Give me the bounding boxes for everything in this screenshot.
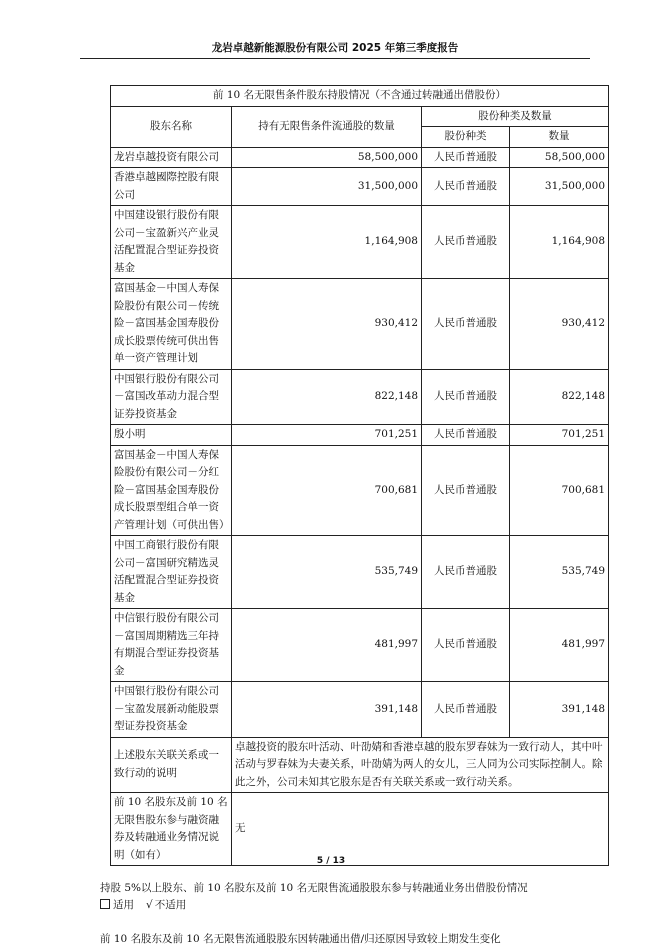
unrestricted-shares-cell: 700,681 xyxy=(232,445,422,536)
table-row xyxy=(111,445,609,536)
header-row-1 xyxy=(111,106,609,127)
unrestricted-shares-cell: 1,164,908 xyxy=(232,206,422,279)
holder-name-cell: 龙岩卓越投资有限公司 xyxy=(111,147,232,168)
table-row xyxy=(111,147,609,168)
change-section-title: 前 10 名股东及前 10 名无限售流通股股东因转融通出借/归还原因导致较上期发生变化 xyxy=(100,933,501,945)
unrestricted-shares-cell: 58,500,000 xyxy=(232,147,422,168)
holder-name-cell: 中信银行股份有限公司－富国周期精选三年持有期混合型证券投资基金 xyxy=(111,609,232,682)
share-class-cell: 人民币普通股 xyxy=(422,536,510,609)
share-class-cell: 人民币普通股 xyxy=(422,147,510,168)
holder-name-header: 股东名称 xyxy=(111,106,232,147)
report-header: 龙岩卓越新能源股份有限公司 2025 年第三季度报告 xyxy=(211,42,459,54)
applicable-option: 适用 xyxy=(113,899,134,911)
table-caption-row xyxy=(111,86,609,107)
quantity-cell: 822,148 xyxy=(510,369,609,425)
lending-section xyxy=(100,880,528,914)
unrestricted-shares-cell: 822,148 xyxy=(232,369,422,425)
share-class-header: 股份种类 xyxy=(422,127,510,148)
unrestricted-shares-cell: 31,500,000 xyxy=(232,168,422,206)
quantity-cell: 31,500,000 xyxy=(510,168,609,206)
holder-name-cell: 殷小明 xyxy=(111,425,232,446)
applicability-options xyxy=(100,897,528,914)
lending-section-title: 持股 5%以上股东、前 10 名股东及前 10 名无限售流通股股东参与转融通业务出借股份情况 xyxy=(100,882,528,894)
holder-name-cell: 富国基金－中国人寿保险股份有限公司－传统险－富国基金国寿股份成长股票传统可供出售单一资产管理计划 xyxy=(111,279,232,370)
margin-financing-row xyxy=(111,793,609,866)
quantity-cell: 700,681 xyxy=(510,445,609,536)
checkmark-icon: √ xyxy=(146,899,153,911)
table-row xyxy=(111,425,609,446)
holder-name-cell: 中国银行股份有限公司－宝盈发展新动能股票型证券投资基金 xyxy=(111,682,232,738)
table-row xyxy=(111,682,609,738)
share-class-cell: 人民币普通股 xyxy=(422,609,510,682)
table-row xyxy=(111,609,609,682)
quantity-cell: 535,749 xyxy=(510,536,609,609)
share-class-cell: 人民币普通股 xyxy=(422,682,510,738)
table-row xyxy=(111,369,609,425)
unrestricted-shares-cell: 535,749 xyxy=(232,536,422,609)
unrestricted-shares-cell: 701,251 xyxy=(232,425,422,446)
quantity-cell: 58,500,000 xyxy=(510,147,609,168)
share-class-cell: 人民币普通股 xyxy=(422,369,510,425)
margin-financing-text: 无 xyxy=(232,793,609,866)
holder-name-cell: 中国工商银行股份有限公司－富国研究精选灵活配置混合型证券投资基金 xyxy=(111,536,232,609)
related-parties-label: 上述股东关联关系或一致行动的说明 xyxy=(111,737,232,793)
unrestricted-shares-cell: 930,412 xyxy=(232,279,422,370)
checkbox-icon xyxy=(100,899,110,909)
holder-name-cell: 中国银行股份有限公司－富国改革动力混合型证券投资基金 xyxy=(111,369,232,425)
unrestricted-shares-header: 持有无限售条件流通股的数量 xyxy=(232,106,422,147)
top10-unrestricted-holders-table xyxy=(110,85,609,866)
quantity-cell: 391,148 xyxy=(510,682,609,738)
page-number: 5 / 13 xyxy=(316,856,346,866)
quantity-cell: 930,412 xyxy=(510,279,609,370)
table-caption: 前 10 名无限售条件股东持股情况（不含通过转融通出借股份） xyxy=(111,86,609,107)
table-row xyxy=(111,279,609,370)
share-class-group-header: 股份种类及数量 xyxy=(422,106,609,127)
unrestricted-shares-cell: 391,148 xyxy=(232,682,422,738)
share-class-cell: 人民币普通股 xyxy=(422,445,510,536)
share-class-cell: 人民币普通股 xyxy=(422,168,510,206)
share-class-cell: 人民币普通股 xyxy=(422,206,510,279)
table-row xyxy=(111,206,609,279)
holder-name-cell: 香港卓越國際控股有限公司 xyxy=(111,168,232,206)
unrestricted-shares-cell: 481,997 xyxy=(232,609,422,682)
quantity-header: 数量 xyxy=(510,127,609,148)
quantity-cell: 481,997 xyxy=(510,609,609,682)
margin-financing-label: 前 10 名股东及前 10 名无限售股东参与融资融券及转融通业务情况说明（如有） xyxy=(111,793,232,866)
holder-name-cell: 中国建设银行股份有限公司－宝盈新兴产业灵活配置混合型证券投资基金 xyxy=(111,206,232,279)
header-divider xyxy=(80,58,590,59)
table-row xyxy=(111,168,609,206)
holder-name-cell: 富国基金－中国人寿保险股份有限公司－分红险－富国基金国寿股份成长股票型组合单一资产管理计划（可供出售） xyxy=(111,445,232,536)
share-class-cell: 人民币普通股 xyxy=(422,425,510,446)
not-applicable-option: 不适用 xyxy=(154,899,187,911)
share-class-cell: 人民币普通股 xyxy=(422,279,510,370)
quantity-cell: 1,164,908 xyxy=(510,206,609,279)
related-parties-row xyxy=(111,737,609,793)
quantity-cell: 701,251 xyxy=(510,425,609,446)
related-parties-text: 卓越投资的股东叶活动、叶劭婧和香港卓越的股东罗春妹为一致行动人，其中叶活动与罗春妹为夫妻关系，叶劭婧为两人的女儿，三人同为公司实际控制人。除此之外，公司未知其它股东是否有关联关系或一致行动关系。 xyxy=(232,737,609,793)
table-row xyxy=(111,536,609,609)
